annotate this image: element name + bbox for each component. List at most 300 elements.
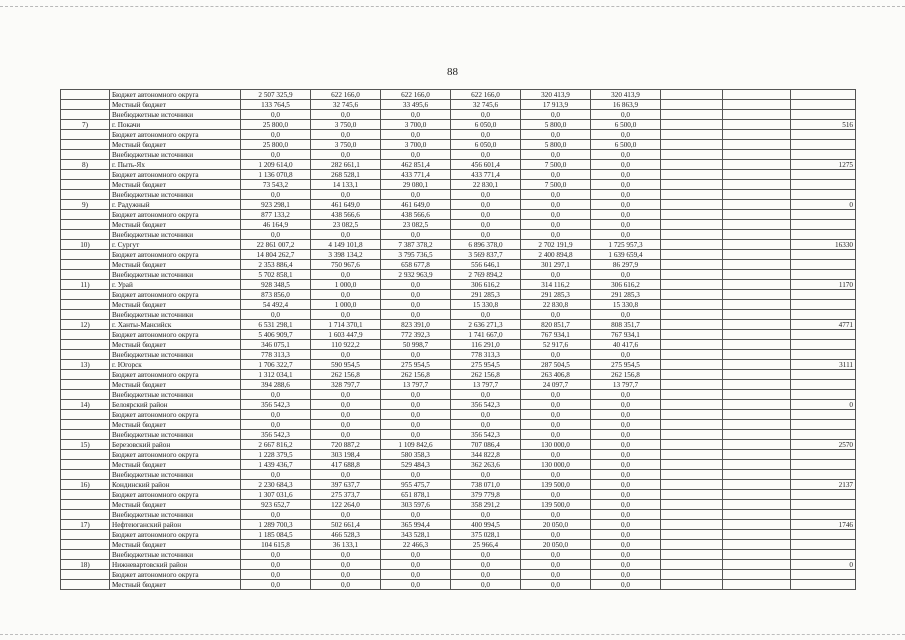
value-cell: 6 896 378,0 (451, 240, 521, 250)
value-cell: 820 851,7 (521, 320, 591, 330)
value-cell: 2 702 191,9 (521, 240, 591, 250)
value-cell: 379 779,8 (451, 490, 521, 500)
value-cell: 417 688,8 (311, 460, 381, 470)
target-value-cell: 16330 (791, 240, 856, 250)
value-cell: 873 856,0 (241, 290, 311, 300)
target-value-cell: 4771 (791, 320, 856, 330)
value-cell: 0,0 (381, 580, 451, 590)
row-name-cell: Бюджет автономного округа (110, 210, 241, 220)
table-row (61, 500, 856, 510)
table-row (61, 150, 856, 160)
row-number-cell (61, 140, 110, 150)
empty-cell (723, 200, 791, 210)
value-cell: 0,0 (591, 560, 661, 570)
table-row (61, 410, 856, 420)
table-row (61, 220, 856, 230)
value-cell: 0,0 (451, 190, 521, 200)
value-cell: 529 484,3 (381, 460, 451, 470)
value-cell: 0,0 (381, 280, 451, 290)
table-row (61, 130, 856, 140)
empty-cell (661, 340, 723, 350)
table-row (61, 490, 856, 500)
value-cell: 0,0 (451, 230, 521, 240)
row-number-cell (61, 570, 110, 580)
value-cell: 462 851,4 (381, 160, 451, 170)
table-row (61, 360, 856, 370)
value-cell: 0,0 (521, 130, 591, 140)
row-name-cell: Внебюджетные источники (110, 110, 241, 120)
value-cell: 303 597,6 (381, 500, 451, 510)
empty-cell (723, 410, 791, 420)
value-cell: 1 725 957,3 (591, 240, 661, 250)
empty-cell (723, 380, 791, 390)
row-number-cell (61, 490, 110, 500)
value-cell: 651 878,1 (381, 490, 451, 500)
empty-cell (723, 540, 791, 550)
value-cell: 262 156,8 (591, 370, 661, 380)
value-cell: 0,0 (521, 510, 591, 520)
value-cell: 0,0 (311, 350, 381, 360)
value-cell: 397 637,7 (311, 480, 381, 490)
row-number-cell (61, 110, 110, 120)
target-value-cell: 0 (791, 200, 856, 210)
empty-cell (661, 500, 723, 510)
table-row (61, 520, 856, 530)
empty-cell (661, 290, 723, 300)
value-cell: 0,0 (591, 460, 661, 470)
value-cell: 1 714 370,1 (311, 320, 381, 330)
target-value-cell (791, 460, 856, 470)
row-number-cell: 9) (61, 200, 110, 210)
value-cell: 52 917,6 (521, 340, 591, 350)
empty-cell (723, 320, 791, 330)
value-cell: 2 667 816,2 (241, 440, 311, 450)
row-name-cell: г. Сургут (110, 240, 241, 250)
value-cell: 54 492,4 (241, 300, 311, 310)
empty-cell (723, 180, 791, 190)
value-cell: 16 863,9 (591, 100, 661, 110)
row-name-cell: Местный бюджет (110, 500, 241, 510)
value-cell: 13 797,7 (451, 380, 521, 390)
empty-cell (661, 170, 723, 180)
value-cell: 400 994,5 (451, 520, 521, 530)
empty-cell (661, 160, 723, 170)
table-row (61, 530, 856, 540)
empty-cell (723, 500, 791, 510)
value-cell: 778 313,3 (451, 350, 521, 360)
row-number-cell (61, 340, 110, 350)
row-name-cell: Бюджет автономного округа (110, 410, 241, 420)
target-value-cell (791, 110, 856, 120)
target-value-cell (791, 230, 856, 240)
value-cell: 0,0 (591, 440, 661, 450)
row-number-cell: 14) (61, 400, 110, 410)
table-row (61, 420, 856, 430)
target-value-cell (791, 490, 856, 500)
table-row (61, 460, 856, 470)
value-cell: 262 156,8 (381, 370, 451, 380)
empty-cell (661, 530, 723, 540)
row-name-cell: Внебюджетные источники (110, 470, 241, 480)
row-number-cell (61, 270, 110, 280)
table-row (61, 440, 856, 450)
row-name-cell: Местный бюджет (110, 460, 241, 470)
target-value-cell (791, 540, 856, 550)
table-row (61, 180, 856, 190)
row-name-cell: Местный бюджет (110, 420, 241, 430)
value-cell: 0,0 (241, 150, 311, 160)
value-cell: 20 050,0 (521, 540, 591, 550)
row-name-cell: Нефтеюганский район (110, 520, 241, 530)
table-row (61, 270, 856, 280)
row-number-cell (61, 500, 110, 510)
value-cell: 502 661,4 (311, 520, 381, 530)
value-cell: 0,0 (591, 180, 661, 190)
row-name-cell: Внебюджетные источники (110, 190, 241, 200)
empty-cell (723, 290, 791, 300)
value-cell: 772 392,3 (381, 330, 451, 340)
target-value-cell (791, 500, 856, 510)
value-cell: 0,0 (591, 430, 661, 440)
value-cell: 767 934,1 (521, 330, 591, 340)
value-cell: 50 998,7 (381, 340, 451, 350)
value-cell: 25 800,0 (241, 120, 311, 130)
row-number-cell: 10) (61, 240, 110, 250)
table-row (61, 90, 856, 100)
row-name-cell: Внебюджетные источники (110, 430, 241, 440)
value-cell: 17 913,9 (521, 100, 591, 110)
empty-cell (661, 460, 723, 470)
table-row (61, 170, 856, 180)
empty-cell (723, 400, 791, 410)
row-name-cell: Бюджет автономного округа (110, 330, 241, 340)
value-cell: 0,0 (521, 270, 591, 280)
value-cell: 0,0 (591, 160, 661, 170)
row-number-cell: 16) (61, 480, 110, 490)
value-cell: 0,0 (381, 560, 451, 570)
scan-edge-top (0, 0, 905, 7)
value-cell: 0,0 (311, 290, 381, 300)
target-value-cell (791, 330, 856, 340)
value-cell: 0,0 (311, 410, 381, 420)
row-name-cell: Белоярский район (110, 400, 241, 410)
empty-cell (661, 100, 723, 110)
empty-cell (661, 580, 723, 590)
value-cell: 461 649,0 (381, 200, 451, 210)
row-number-cell (61, 550, 110, 560)
row-name-cell: Местный бюджет (110, 180, 241, 190)
value-cell: 282 661,1 (311, 160, 381, 170)
row-number-cell (61, 540, 110, 550)
row-number-cell: 7) (61, 120, 110, 130)
table-row (61, 470, 856, 480)
empty-cell (661, 400, 723, 410)
value-cell: 0,0 (591, 490, 661, 500)
value-cell: 0,0 (381, 310, 451, 320)
value-cell: 0,0 (591, 420, 661, 430)
value-cell: 25 800,0 (241, 140, 311, 150)
value-cell: 358 291,2 (451, 500, 521, 510)
target-value-cell (791, 140, 856, 150)
value-cell: 1 136 070,8 (241, 170, 311, 180)
row-name-cell: Внебюджетные источники (110, 230, 241, 240)
empty-cell (661, 220, 723, 230)
empty-cell (661, 390, 723, 400)
value-cell: 356 542,3 (241, 430, 311, 440)
row-number-cell: 15) (61, 440, 110, 450)
value-cell: 344 822,8 (451, 450, 521, 460)
value-cell: 438 566,6 (381, 210, 451, 220)
value-cell: 14 133,1 (311, 180, 381, 190)
value-cell: 306 616,2 (591, 280, 661, 290)
value-cell: 22 466,3 (381, 540, 451, 550)
row-name-cell: Местный бюджет (110, 580, 241, 590)
value-cell: 0,0 (241, 560, 311, 570)
value-cell: 7 500,0 (521, 180, 591, 190)
value-cell: 720 887,2 (311, 440, 381, 450)
value-cell: 0,0 (381, 290, 451, 300)
empty-cell (661, 350, 723, 360)
value-cell: 0,0 (241, 470, 311, 480)
table-row (61, 100, 856, 110)
table-row (61, 580, 856, 590)
value-cell: 0,0 (521, 310, 591, 320)
table-row (61, 280, 856, 290)
value-cell: 2 932 963,9 (381, 270, 451, 280)
value-cell: 0,0 (591, 540, 661, 550)
value-cell: 0,0 (241, 190, 311, 200)
empty-cell (723, 280, 791, 290)
value-cell: 0,0 (451, 420, 521, 430)
value-cell: 955 475,7 (381, 480, 451, 490)
row-number-cell (61, 310, 110, 320)
empty-cell (723, 150, 791, 160)
table-row (61, 210, 856, 220)
value-cell: 0,0 (381, 510, 451, 520)
target-value-cell (791, 210, 856, 220)
value-cell: 5 406 909,7 (241, 330, 311, 340)
value-cell: 275 954,5 (451, 360, 521, 370)
value-cell: 22 830,8 (521, 300, 591, 310)
target-value-cell: 3111 (791, 360, 856, 370)
empty-cell (723, 570, 791, 580)
value-cell: 580 358,3 (381, 450, 451, 460)
value-cell: 433 771,4 (381, 170, 451, 180)
value-cell: 22 861 007,2 (241, 240, 311, 250)
value-cell: 0,0 (311, 570, 381, 580)
empty-cell (661, 90, 723, 100)
empty-cell (723, 530, 791, 540)
value-cell: 33 495,6 (381, 100, 451, 110)
value-cell: 0,0 (241, 390, 311, 400)
value-cell: 1 741 667,0 (451, 330, 521, 340)
value-cell: 0,0 (311, 420, 381, 430)
target-value-cell (791, 100, 856, 110)
value-cell: 291 285,3 (521, 290, 591, 300)
budget-table (60, 89, 856, 590)
row-number-cell (61, 450, 110, 460)
value-cell: 3 750,0 (311, 120, 381, 130)
row-number-cell (61, 530, 110, 540)
row-name-cell: Внебюджетные источники (110, 350, 241, 360)
value-cell: 314 116,2 (521, 280, 591, 290)
table-row (61, 560, 856, 570)
target-value-cell: 2137 (791, 480, 856, 490)
value-cell: 0,0 (591, 310, 661, 320)
value-cell: 1 000,0 (311, 280, 381, 290)
value-cell: 0,0 (521, 430, 591, 440)
target-value-cell (791, 570, 856, 580)
table-row (61, 540, 856, 550)
row-name-cell: Местный бюджет (110, 100, 241, 110)
row-name-cell: Бюджет автономного округа (110, 370, 241, 380)
empty-cell (661, 230, 723, 240)
target-value-cell (791, 150, 856, 160)
empty-cell (723, 520, 791, 530)
table-row (61, 190, 856, 200)
empty-cell (661, 150, 723, 160)
row-number-cell: 8) (61, 160, 110, 170)
value-cell: 343 528,1 (381, 530, 451, 540)
empty-cell (661, 200, 723, 210)
row-number-cell (61, 350, 110, 360)
table-row (61, 230, 856, 240)
value-cell: 0,0 (591, 220, 661, 230)
value-cell: 0,0 (381, 190, 451, 200)
row-name-cell: Бюджет автономного округа (110, 130, 241, 140)
target-value-cell (791, 310, 856, 320)
row-number-cell: 12) (61, 320, 110, 330)
value-cell: 0,0 (521, 550, 591, 560)
value-cell: 40 417,6 (591, 340, 661, 350)
empty-cell (661, 120, 723, 130)
row-name-cell: г. Урай (110, 280, 241, 290)
row-name-cell: г. Ханты-Мансийск (110, 320, 241, 330)
value-cell: 0,0 (241, 310, 311, 320)
empty-cell (723, 120, 791, 130)
empty-cell (661, 310, 723, 320)
value-cell: 375 028,1 (451, 530, 521, 540)
value-cell: 23 082,5 (381, 220, 451, 230)
value-cell: 0,0 (451, 390, 521, 400)
value-cell: 0,0 (591, 190, 661, 200)
value-cell: 25 966,4 (451, 540, 521, 550)
value-cell: 73 543,2 (241, 180, 311, 190)
target-value-cell (791, 270, 856, 280)
empty-cell (661, 250, 723, 260)
empty-cell (661, 110, 723, 120)
target-value-cell (791, 370, 856, 380)
value-cell: 0,0 (451, 510, 521, 520)
value-cell: 36 133,1 (311, 540, 381, 550)
value-cell: 0,0 (311, 400, 381, 410)
empty-cell (723, 210, 791, 220)
value-cell: 0,0 (451, 200, 521, 210)
table-row (61, 390, 856, 400)
empty-cell (723, 340, 791, 350)
value-cell: 394 288,6 (241, 380, 311, 390)
value-cell: 466 528,3 (311, 530, 381, 540)
value-cell: 14 804 262,7 (241, 250, 311, 260)
target-value-cell: 1275 (791, 160, 856, 170)
table-row (61, 350, 856, 360)
value-cell: 268 528,1 (311, 170, 381, 180)
value-cell: 2 769 894,2 (451, 270, 521, 280)
value-cell: 808 351,7 (591, 320, 661, 330)
value-cell: 0,0 (241, 410, 311, 420)
row-name-cell: г. Покачи (110, 120, 241, 130)
row-number-cell (61, 510, 110, 520)
value-cell: 0,0 (521, 220, 591, 230)
empty-cell (723, 390, 791, 400)
value-cell: 110 922,2 (311, 340, 381, 350)
empty-cell (661, 410, 723, 420)
value-cell: 306 616,2 (451, 280, 521, 290)
value-cell: 0,0 (311, 190, 381, 200)
row-number-cell (61, 190, 110, 200)
table-row (61, 300, 856, 310)
value-cell: 707 086,4 (451, 440, 521, 450)
empty-cell (723, 470, 791, 480)
value-cell: 4 149 101,8 (311, 240, 381, 250)
row-name-cell: Бюджет автономного округа (110, 170, 241, 180)
value-cell: 262 156,8 (311, 370, 381, 380)
value-cell: 24 097,7 (521, 380, 591, 390)
value-cell: 0,0 (591, 230, 661, 240)
row-number-cell (61, 170, 110, 180)
row-number-cell (61, 290, 110, 300)
row-name-cell: г. Югорск (110, 360, 241, 370)
row-number-cell (61, 420, 110, 430)
empty-cell (723, 90, 791, 100)
value-cell: 29 080,1 (381, 180, 451, 190)
value-cell: 20 050,0 (521, 520, 591, 530)
value-cell: 622 166,0 (451, 90, 521, 100)
target-value-cell (791, 250, 856, 260)
value-cell: 275 954,5 (591, 360, 661, 370)
value-cell: 0,0 (591, 450, 661, 460)
row-number-cell (61, 100, 110, 110)
value-cell: 0,0 (521, 110, 591, 120)
value-cell: 1 185 084,5 (241, 530, 311, 540)
value-cell: 320 413,9 (521, 90, 591, 100)
value-cell: 3 795 736,5 (381, 250, 451, 260)
row-number-cell (61, 380, 110, 390)
target-value-cell: 1746 (791, 520, 856, 530)
empty-cell (723, 170, 791, 180)
value-cell: 3 700,0 (381, 120, 451, 130)
value-cell: 622 166,0 (311, 90, 381, 100)
empty-cell (661, 540, 723, 550)
target-value-cell (791, 380, 856, 390)
value-cell: 0,0 (591, 150, 661, 160)
target-value-cell (791, 170, 856, 180)
value-cell: 0,0 (591, 400, 661, 410)
empty-cell (661, 370, 723, 380)
value-cell: 0,0 (311, 560, 381, 570)
row-number-cell (61, 250, 110, 260)
value-cell: 0,0 (451, 570, 521, 580)
value-cell: 0,0 (521, 200, 591, 210)
value-cell: 1 289 700,3 (241, 520, 311, 530)
row-name-cell: Бюджет автономного округа (110, 570, 241, 580)
empty-cell (723, 550, 791, 560)
target-value-cell (791, 550, 856, 560)
value-cell: 438 566,6 (311, 210, 381, 220)
value-cell: 130 000,0 (521, 460, 591, 470)
value-cell: 928 348,5 (241, 280, 311, 290)
empty-cell (723, 240, 791, 250)
